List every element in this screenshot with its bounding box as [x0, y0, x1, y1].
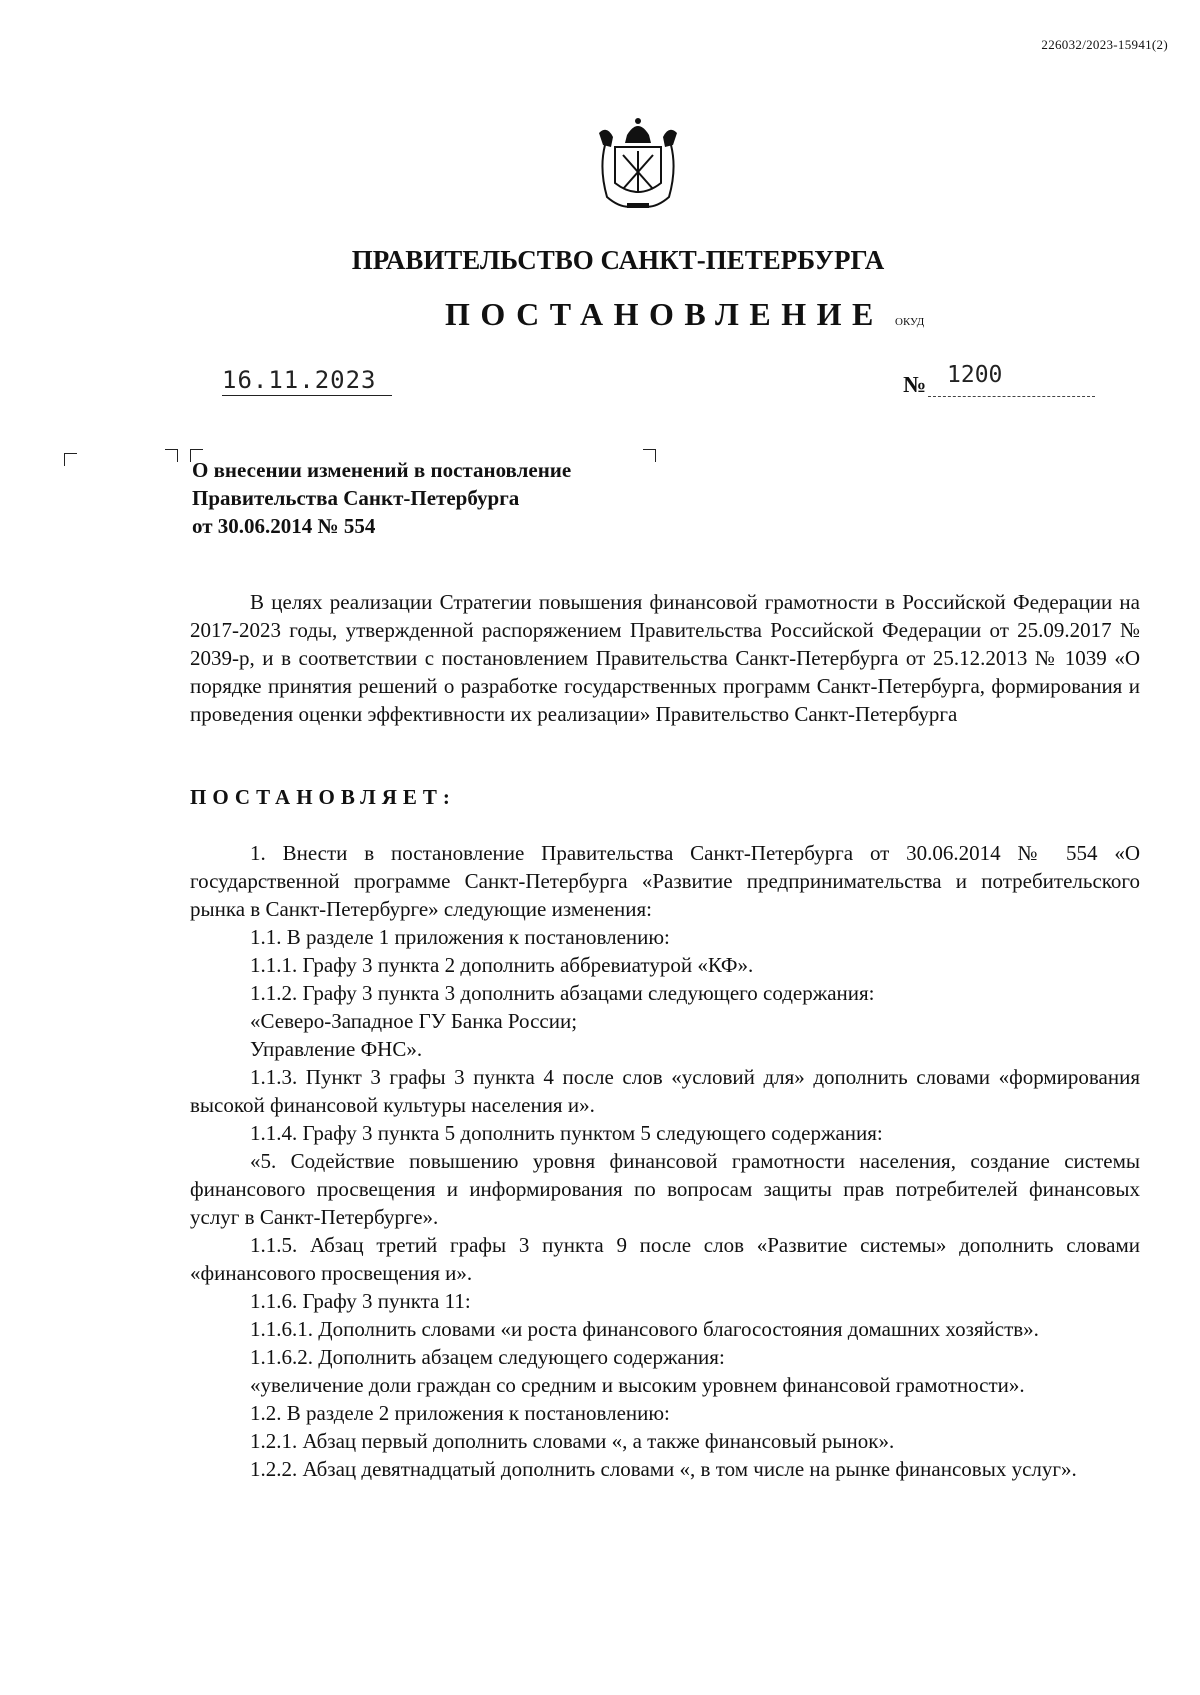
government-heading: ПРАВИТЕЛЬСТВО САНКТ-ПЕТЕРБУРГА — [351, 245, 885, 275]
preamble-block — [190, 588, 1140, 728]
decrees-heading: ПОСТАНОВЛЯЕТ: — [190, 785, 456, 809]
clause: 1.1.6. Графу 3 пункта 11: — [250, 1289, 471, 1313]
clause-text: «Северо-Западное ГУ Банка России; — [250, 1009, 578, 1033]
clause: 1.2.2. Абзац девятнадцатый дополнить словами «, в том числе на рынке финансовых услуг». — [250, 1457, 1077, 1481]
number-label: № — [903, 372, 927, 397]
clauses-block — [190, 839, 1140, 1483]
clause-text: «5. Содействие повышению уровня финансовой грамотности населения, создание системы финансового просвещения и информирования по вопросам защиты прав потребителей финансовых услуг в Санкт-Петербурге». — [190, 1149, 1140, 1229]
clause: 1.1.5. Абзац третий графы 3 пункта 9 после слов «Развитие системы» дополнить словами «финансового просвещения и». — [190, 1233, 1140, 1285]
date-underline — [222, 395, 392, 396]
saint-petersburg-coat-of-arms-icon — [597, 117, 679, 213]
clause: 1.1.6.1. Дополнить словами «и роста финансового благосостояния домашних хозяйств». — [250, 1317, 1039, 1341]
preamble-paragraph: В целях реализации Стратегии повышения финансовой грамотности в Российской Федерации на 2017-2023 годы, утвержденной распоряжением Правительства Российской Федерации от 25.09.2017 № 2039-р, и в соответствии с постановлением Правительства Санкт-Петербурга от 25.12.2013 № 1039 «О порядке принятия решений о разработке государственных программ Санкт-Петербурга, формирования и проведения оценки эффективности их реализации» Правительство Санкт-Петербурга — [190, 590, 1140, 726]
document-subject — [192, 456, 662, 540]
clause: 1.1.2. Графу 3 пункта 3 дополнить абзацами следующего содержания: — [250, 981, 875, 1005]
document-type-heading: ПОСТАНОВЛЕНИЕ — [445, 296, 884, 332]
clause: 1.1.3. Пункт 3 графы 3 пункта 4 после слов «условий для» дополнить словами «формирования высокой финансовой культуры населения и». — [190, 1065, 1140, 1117]
registration-number: 226032/2023-15941(2) — [1041, 37, 1168, 52]
subject-line: О внесении изменений в постановление — [192, 458, 572, 482]
document-date: 16.11.2023 — [222, 366, 377, 394]
document-number: 1200 — [947, 362, 1003, 388]
margin-corner-mark — [64, 453, 77, 466]
clause-text: «увеличение доли граждан со средним и высоким уровнем финансовой грамотности». — [250, 1373, 1025, 1397]
subject-line: от 30.06.2014 № 554 — [192, 514, 376, 538]
clause: 1.2.1. Абзац первый дополнить словами «, а также финансовый рынок». — [250, 1429, 895, 1453]
clause: 1.1.4. Графу 3 пункта 5 дополнить пунктом 5 следующего содержания: — [250, 1121, 883, 1145]
clause: 1.2. В разделе 2 приложения к постановлению: — [250, 1401, 670, 1425]
okud-label: ОКУД — [895, 316, 925, 328]
clause: 1.1.1. Графу 3 пункта 2 дополнить аббревиатурой «КФ». — [250, 953, 754, 977]
clause: 1.1. В разделе 1 приложения к постановлению: — [250, 925, 670, 949]
clause: 1.1.6.2. Дополнить абзацем следующего содержания: — [250, 1345, 725, 1369]
margin-corner-mark — [165, 449, 178, 462]
subject-line: Правительства Санкт-Петербурга — [192, 486, 520, 510]
number-underline — [928, 396, 1095, 397]
clause: 1. Внести в постановление Правительства Санкт-Петербурга от 30.06.2014 № 554 «О государственной программе Санкт-Петербурга «Развитие предпринимательства и потребительского рынка в Санкт-Петербурге» следующие изменения: — [190, 841, 1140, 921]
clause-text: Управление ФНС». — [250, 1037, 423, 1061]
